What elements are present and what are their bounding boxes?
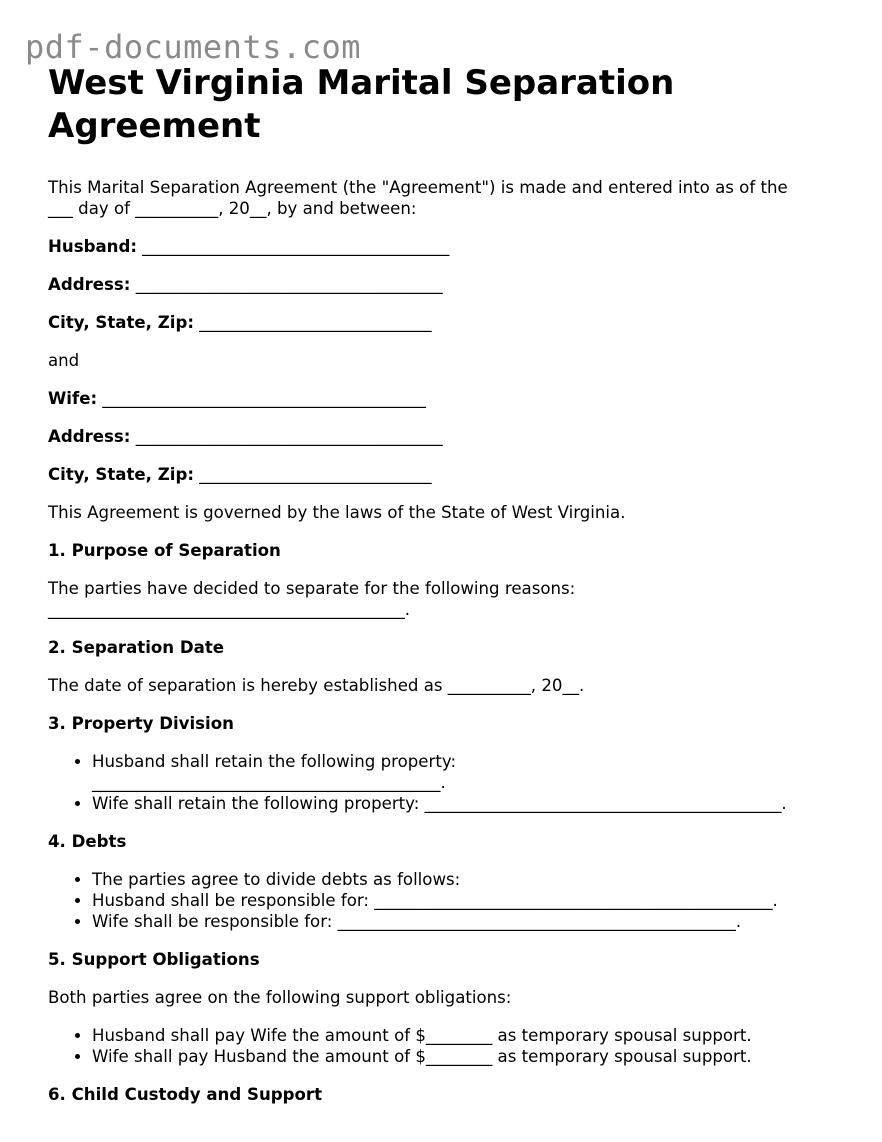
list-item: • The parties agree to divide debts as follows:	[92, 869, 848, 890]
purpose-line-1: The parties have decided to separate for the following reasons:	[48, 579, 576, 598]
property-husband-line-1: Husband shall retain the following property:	[92, 752, 457, 771]
husband-address-label: Address:	[48, 275, 131, 294]
section-heading-date: 2. Separation Date	[48, 638, 225, 657]
purpose-paragraph	[48, 578, 848, 620]
wife-name-label: Wife:	[48, 389, 98, 408]
husband-address-field	[48, 274, 848, 295]
list-item: • Husband shall pay Wife the amount of $________ as temporary spousal support.	[92, 1025, 848, 1046]
section-heading-purpose: 1. Purpose of Separation	[48, 541, 281, 560]
wife-city-label: City, State, Zip:	[48, 465, 194, 484]
section-heading-property: 3. Property Division	[48, 714, 234, 733]
wife-address-label: Address:	[48, 427, 131, 446]
governing-law-text: This Agreement is governed by the laws of the State of West Virginia.	[48, 503, 626, 522]
support-intro-text: Both parties agree on the following support obligations:	[48, 988, 512, 1007]
property-husband-blank[interactable]: __________________________________________.	[92, 773, 446, 792]
section-heading-debts: 4. Debts	[48, 832, 127, 851]
husband-city-label: City, State, Zip:	[48, 313, 194, 332]
separation-date-text: The date of separation is hereby established as __________, 20__.	[48, 676, 585, 695]
intro-line-1: This Marital Separation Agreement (the "Agreement") is made and entered into as of the	[48, 178, 788, 197]
support-list	[48, 1025, 848, 1067]
wife-name-field	[48, 388, 848, 409]
purpose-blank[interactable]: ___________________________________________.	[48, 600, 411, 619]
husband-city-field	[48, 312, 848, 333]
property-list	[48, 751, 848, 814]
list-item: • Wife shall be responsible for: ________________________________________________.	[92, 911, 848, 932]
husband-city-blank[interactable]: ____________________________	[199, 313, 432, 332]
document-title: West Virginia Marital Separation Agreement	[48, 63, 675, 146]
wife-city-field	[48, 464, 848, 485]
section-heading-support: 5. Support Obligations	[48, 950, 260, 969]
wife-address-field	[48, 426, 848, 447]
wife-city-blank[interactable]: ____________________________	[199, 465, 432, 484]
section-heading-custody: 6. Child Custody and Support	[48, 1085, 323, 1104]
husband-name-blank[interactable]: _____________________________________	[142, 237, 450, 256]
list-item: • Wife shall retain the following property: ___________________________________________.	[92, 793, 848, 814]
husband-address-blank[interactable]: _____________________________________	[135, 275, 443, 294]
and-text: and	[48, 351, 80, 370]
document-content	[48, 62, 848, 1105]
husband-name-field	[48, 236, 848, 257]
list-item: • Wife shall pay Husband the amount of $________ as temporary spousal support.	[92, 1046, 848, 1067]
debts-list	[48, 869, 848, 932]
wife-name-blank[interactable]: _______________________________________	[102, 389, 426, 408]
list-item	[92, 751, 848, 793]
husband-name-label: Husband:	[48, 237, 137, 256]
intro-paragraph	[48, 177, 848, 219]
intro-line-2: ___ day of __________, 20__, by and between:	[48, 199, 417, 218]
watermark: pdf-documents.com	[25, 28, 362, 66]
list-item: • Husband shall be responsible for: ________________________________________________.	[92, 890, 848, 911]
wife-address-blank[interactable]: _____________________________________	[135, 427, 443, 446]
